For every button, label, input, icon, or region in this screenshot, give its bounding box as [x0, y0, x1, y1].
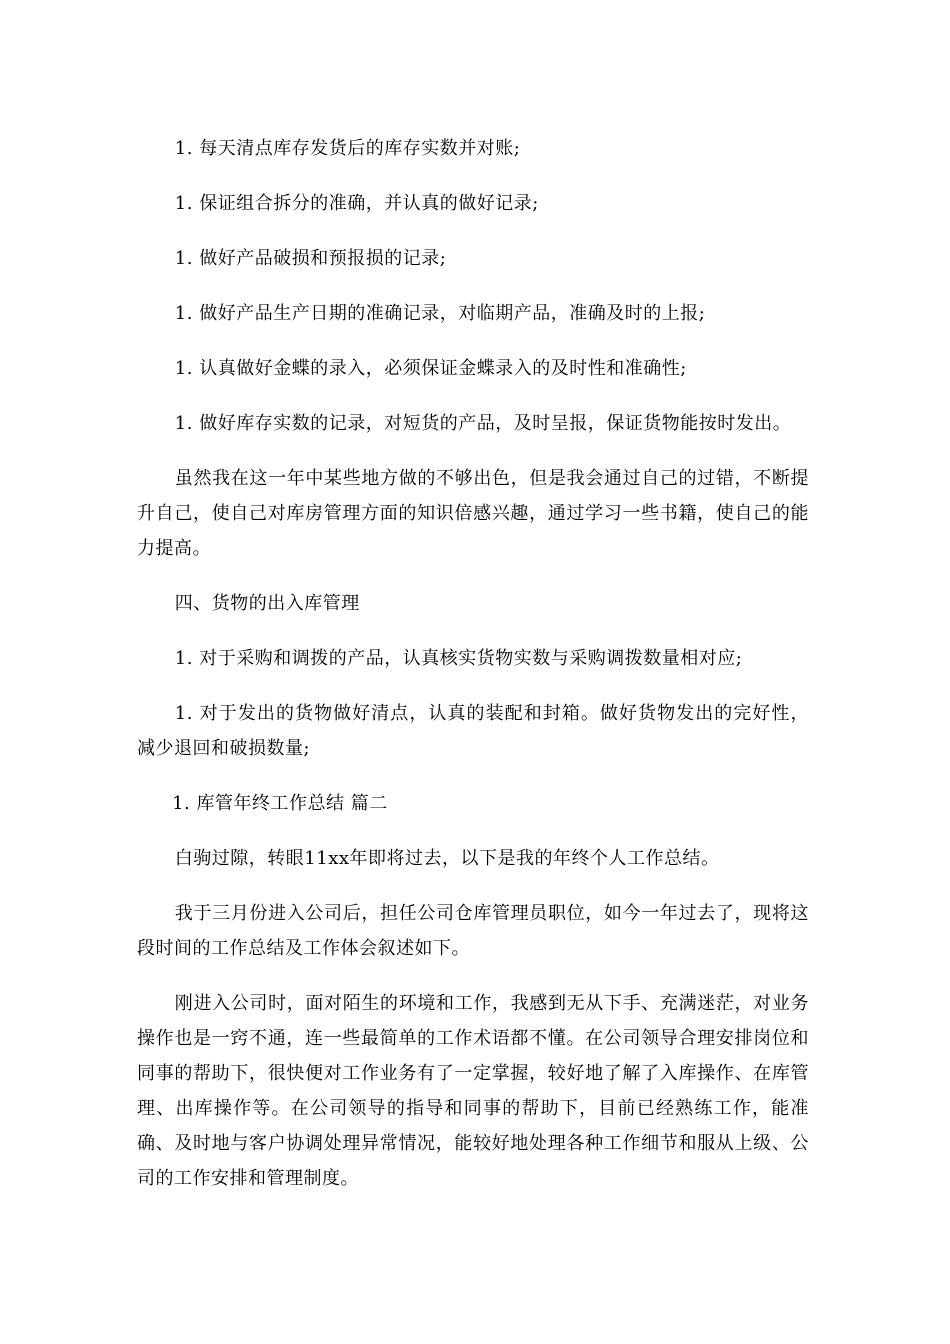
- body-paragraph-position: 我于三月份进入公司后，担任公司仓库管理员职位，如今一年过去了，现将这段时间的工作总结及工作体会叙述如下。: [137, 903, 809, 959]
- list-item-inventory-check: 1. 每天清点库存发货后的库存实数并对账;: [174, 138, 521, 159]
- section-heading-inbound-outbound: 四、货物的出入库管理: [174, 593, 360, 614]
- list-item-production-date: 1. 做好产品生产日期的准确记录，对临期产品，准确及时的上报;: [174, 303, 706, 324]
- list-item-damage-records: 1. 做好产品破损和预报损的记录;: [174, 248, 447, 269]
- list-item-outbound-goods: 1. 对于发出的货物做好清点，认真的装配和封箱。做好货物发出的完好性，减少退回和破损数量;: [137, 703, 809, 759]
- body-paragraph-intro: 白驹过隙，转眼11xx年即将过去，以下是我的年终个人工作总结。: [174, 848, 720, 869]
- document-page: [137, 131, 809, 1216]
- article-title-part-two: 1. 库管年终工作总结 篇二: [172, 793, 388, 814]
- body-paragraph-improvement: 虽然我在这一年中某些地方做的不够出色，但是我会通过自己的过错，不断提升自己，使自己对库房管理方面的知识倍感兴趣，通过学习一些书籍，使自己的能力提高。: [137, 468, 809, 559]
- list-item-kingdee-entry: 1. 认真做好金蝶的录入，必须保证金蝶录入的及时性和准确性;: [174, 358, 687, 379]
- list-item-split-records: 1. 保证组合拆分的准确，并认真的做好记录;: [174, 193, 539, 214]
- list-item-stock-records: 1. 做好库存实数的记录，对短货的产品，及时呈报，保证货物能按时发出。: [174, 413, 792, 434]
- list-item-purchase-verify: 1. 对于采购和调拨的产品，认真核实货物实数与采购调拨数量相对应;: [174, 648, 743, 669]
- body-paragraph-experience: 刚进入公司时，面对陌生的环境和工作，我感到无从下手、充满迷茫，对业务操作也是一窍不通，连一些最简单的工作术语都不懂。在公司领导合理安排岗位和同事的帮助下，很快便对工作业务有了一定掌握，较好地了解了入库操作、在库管理、出库操作等。在公司领导的指导和同事的帮助下，目前已经熟练工作，能准确、及时地与客户协调处理异常情况，能较好地处理各种工作细节和服从上级、公司的工作安排和管理制度。: [137, 993, 809, 1189]
